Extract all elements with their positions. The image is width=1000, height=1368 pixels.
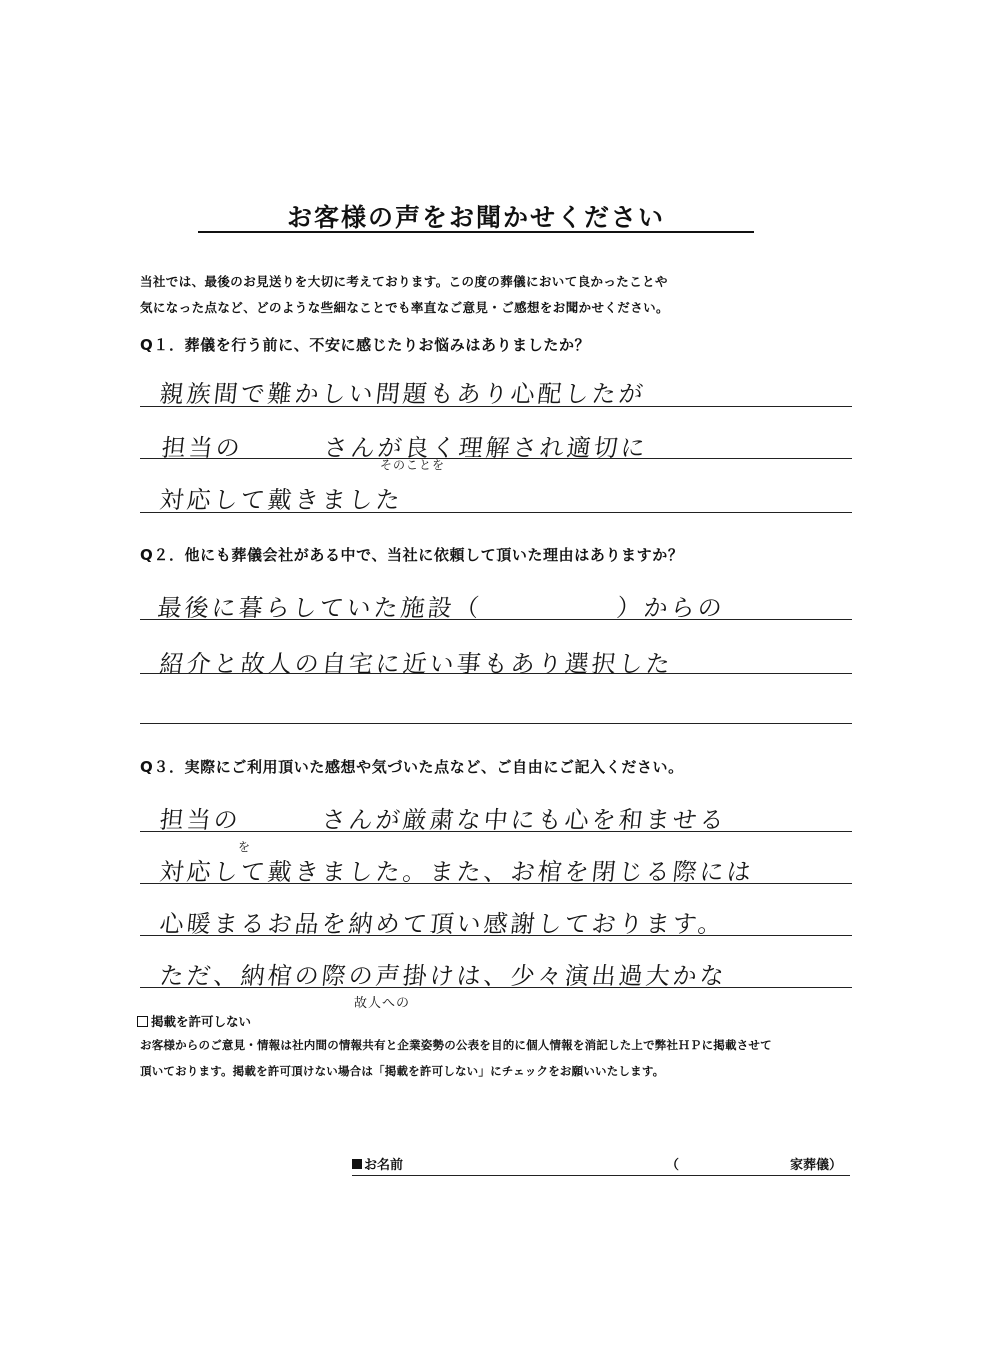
q3-answer-line-4: ただ、納棺の際の声掛けは、少々演出過大かな — [158, 962, 729, 990]
intro-line-2: 気になった点など、どのような些細なことでも率直なご意見・ご感想をお聞かせください。 — [140, 300, 669, 315]
publish-checkbox-label: 掲載を許可しない — [151, 1014, 252, 1029]
q3-insertion-note-2: 故人への — [354, 996, 411, 1011]
q3-answer-line-1: 担当の さんが厳粛な中にも心を和ませる — [158, 806, 729, 834]
name-field[interactable] — [352, 1154, 850, 1174]
q1-answer-line-2: 担当の さんが良く理解され適切に — [160, 434, 650, 462]
q2-answer-line-2: 紹介と故人の自宅に近い事もあり選択した — [158, 650, 675, 678]
publish-note-line-2: 頂いております。掲載を許可頂けない場合は「掲載を許可しない」にチェックをお願いいたします。 — [140, 1064, 665, 1078]
q1-answer-line-1: 親族間で難かしい問題もあり心配したが — [158, 380, 648, 408]
q3-answer-rule-3 — [140, 935, 852, 936]
q3-answer-rule-2 — [140, 883, 852, 884]
q3-insertion-note-1: を — [238, 840, 252, 854]
q1-answer-line-3: 対応して戴きました — [158, 486, 405, 514]
publish-note-line-1: お客様からのご意見・情報は社内間の情報共有と企業姿勢の公表を目的に個人情報を消記した上で弊社ＨＰに掲載させて — [140, 1038, 772, 1052]
q2-answer-rule-1 — [140, 619, 852, 620]
publish-checkbox[interactable] — [137, 1016, 148, 1027]
q2-answer-line-1: 最後に暮らしていた施設（ ）からの — [156, 594, 727, 622]
name-suffix: 家葬儀） — [790, 1158, 843, 1173]
name-label: お名前 — [364, 1158, 404, 1173]
q3-answer-line-3: 心暖まるお品を納めて頂い感謝しております。 — [158, 910, 727, 938]
form-title: お客様の声をお聞かせください — [286, 203, 665, 232]
q2-question: Q２．他にも葬儀会社がある中で、当社に依頼して頂いた理由はありますか？ — [140, 546, 684, 564]
q1-insertion-note: そのことを — [380, 458, 446, 472]
q1-answer-rule-2 — [140, 458, 852, 459]
intro-line-1: 当社では、最後のお見送りを大切に考えております。この度の葬儀において良かったことや — [140, 274, 668, 289]
q1-answer-rule-1 — [140, 406, 852, 407]
q1-question: Q１．葬儀を行う前に、不安に感じたりお悩みはありましたか？ — [140, 336, 591, 354]
q2-answer-rule-2 — [140, 673, 852, 674]
square-bullet-icon — [352, 1159, 362, 1169]
title-underline — [198, 231, 754, 233]
q3-question: Q３．実際にご利用頂いた感想や気づいた点など、ご自由にご記入ください。 — [140, 758, 684, 776]
name-underline — [352, 1175, 850, 1176]
q2-answer-rule-3 — [140, 723, 852, 724]
q3-answer-rule-4 — [140, 987, 852, 988]
publish-permission-row[interactable] — [137, 1012, 251, 1030]
q3-answer-line-2: 対応して戴きました。また、お棺を閉じる際には — [158, 858, 756, 886]
name-paren-open: （ — [666, 1158, 680, 1173]
q3-answer-rule-1 — [140, 831, 852, 832]
q1-answer-rule-3 — [140, 512, 852, 513]
